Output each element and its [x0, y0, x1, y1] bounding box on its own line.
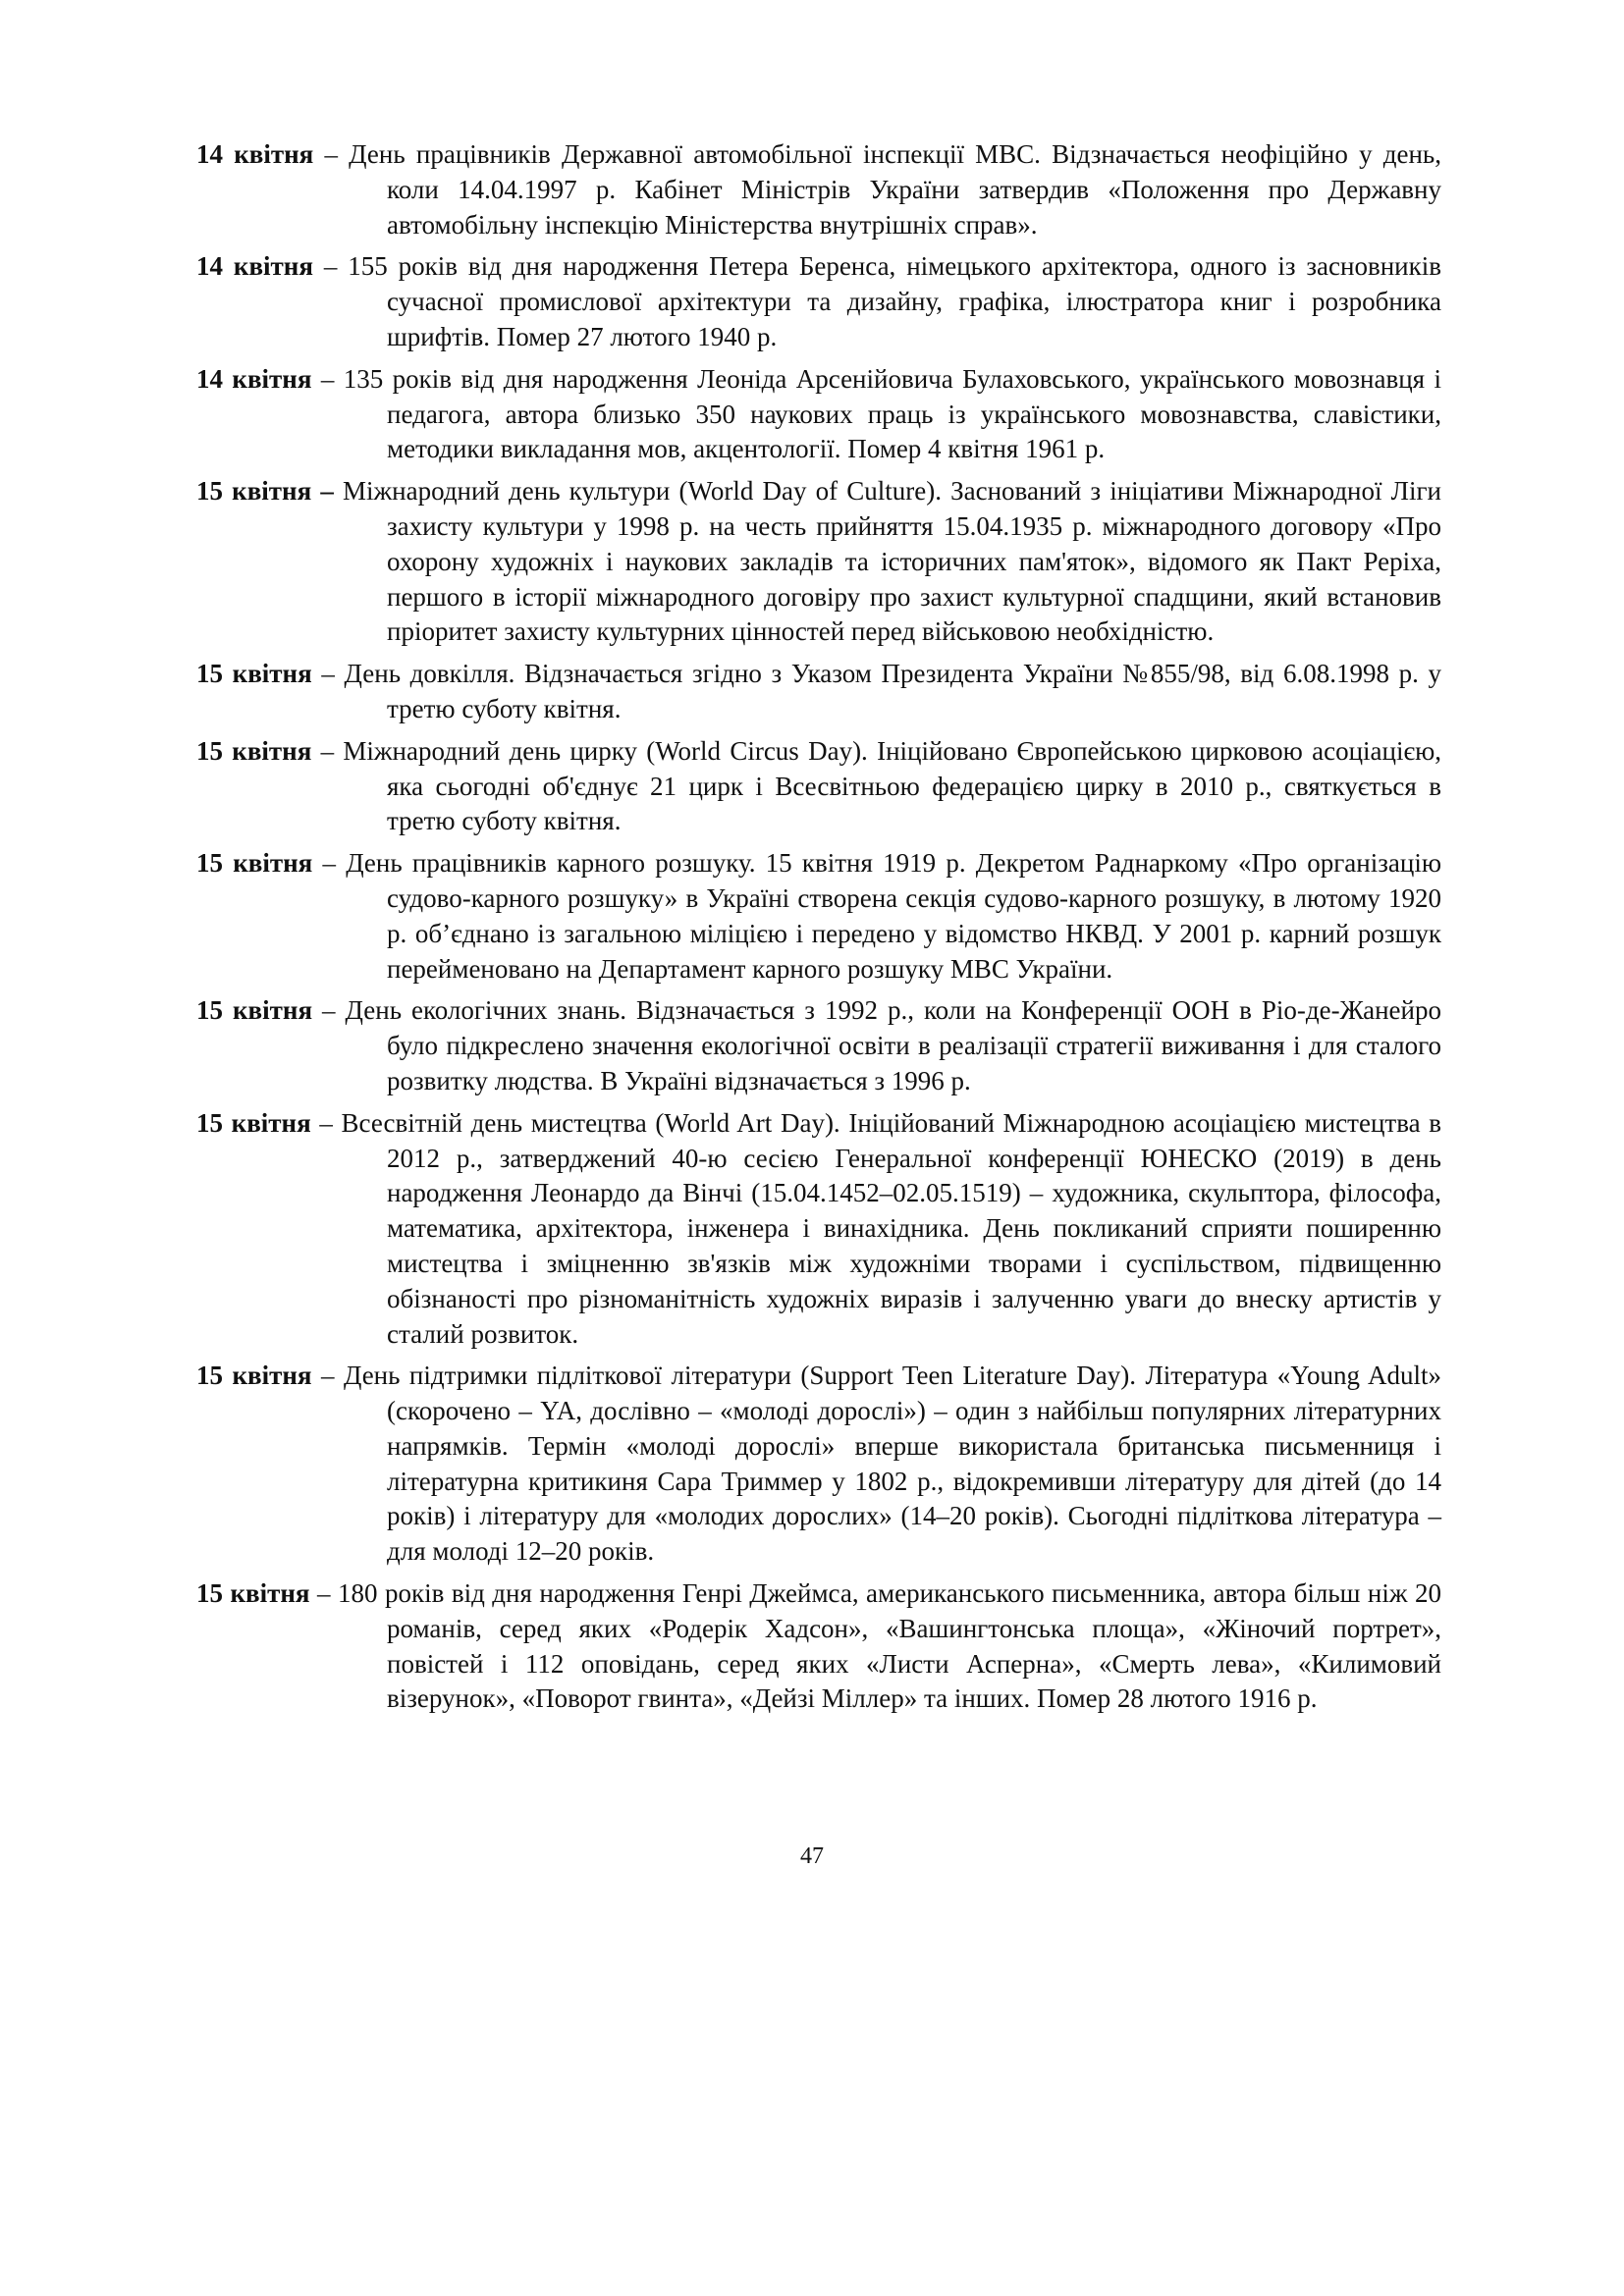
- calendar-entry: [196, 993, 1441, 1098]
- entry-text: – Всесвітній день мистецтва (World Art Day). Ініційований Міжнародною асоціацією мистецтва в 2012 р., затверджений 40-ю сесією Генеральної конференції ЮНЕСКО (2019) в день народження Леонардо да Вінчі (15.04.1452–02.05.1519) – художника, скульптора, філософа, математика, архітектора, інженера і винахідника. День покликаний сприяти поширенню мистецтва і зміцненню зв'язків між художніми творами і суспільством, підвищенню обізнаності про різноманітність художніх виразів і залученню уваги до внеску артистів у сталий розвиток.: [310, 1107, 1441, 1349]
- entry-text: – День довкілля. Відзначається згідно з Указом Президента України №855/98, від 6.08.1998 р. у третю суботу квітня.: [311, 659, 1441, 723]
- entry-date: 15 квітня: [196, 1578, 310, 1609]
- calendar-entry: [196, 474, 1441, 650]
- calendar-entry: [196, 734, 1441, 839]
- entry-date: 15 квітня: [196, 848, 313, 879]
- entry-text: Міжнародний день культури (World Day of Culture). Заснований з ініціативи Міжнародної Ліги захисту культури у 1998 р. на честь прийняття 15.04.1935 р. міжнародного договору «Про охорону художніх і наукових закладів та історичних пам'яток», відомого як Пакт Реріха, першого в історії міжнародного договіру про захист культурної спадщини, який встановив пріоритет захисту культурних цінностей перед військовою необхідністю.: [333, 476, 1441, 647]
- entry-date: 14 квітня: [196, 363, 312, 394]
- calendar-entry: [196, 846, 1441, 987]
- entry-date: 15 квітня: [196, 1361, 312, 1391]
- calendar-entry: [196, 249, 1441, 354]
- entry-text: – День екологічних знань. Відзначається з 1992 р., коли на Конференції ООН в Ріо-де-Жанейро було підкреслено значення екологічної освіти в реалізації стратегії виживання і для сталого розвитку людства. В Україні відзначається з 1996 р.: [312, 995, 1441, 1095]
- calendar-entry: [196, 657, 1441, 727]
- document-page: [196, 137, 1441, 1724]
- calendar-entry: [196, 137, 1441, 242]
- entry-date: 15 квітня –: [196, 476, 334, 507]
- entry-text: – День працівників карного розшуку. 15 квітня 1919 р. Декретом Раднаркому «Про організацію судово-карного розшуку» в Україні створена секція судово-карного розшуку, в лютому 1920 р. об’єднано із загальною міліцією і передено у відомство НКВД. У 2001 р. карний розшук перейменовано на Департамент карного розшуку МВС України.: [312, 848, 1441, 984]
- entry-date: 15 квітня: [196, 659, 312, 689]
- entry-text: – Міжнародний день цирку (World Circus Day). Ініційовано Європейською цирковою асоціацією, яка сьогодні об'єднує 21 цирк і Всесвітньою федерацією цирку в 2010 р., святкується в третю суботу квітня.: [311, 735, 1441, 836]
- entry-date: 14 квітня: [196, 139, 314, 169]
- entry-date: 15 квітня: [196, 735, 312, 766]
- entry-text: – День підтримки підліткової літератури (Support Teen Literature Day). Література «Young Adult» (скорочено – YA, дослівно – «молоді дорослі») – один з найбільш популярних літературних напрямків. Термін «молоді дорослі» вперше використала британська письменниця і літературна критикиня Сара Триммер у 1802 р., відокремивши літературу для дітей (до 14 років) і літературу для «молодих дорослих» (14–20 років). Сьогодні підліткова література – для молоді 12–20 років.: [311, 1361, 1441, 1567]
- entry-text: – 155 років від дня народження Петера Беренса, німецького архітектора, одного із засновників сучасної промислової архітектури та дизайну, графіка, ілюстратора книг і розробника шрифтів. Помер 27 лютого 1940 р.: [312, 251, 1441, 351]
- entry-date: 15 квітня: [196, 1107, 311, 1138]
- calendar-entry: [196, 1106, 1441, 1353]
- entry-text: – 180 років від дня народження Генрі Джеймса, американського письменника, автора більш ніж 20 романів, серед яких «Родерік Хадсон», «Вашингтонська площа», «Жіночий портрет», повістей і 112 оповідань, серед яких «Листи Асперна», «Смерть лева», «Килимовий візерунок», «Поворот гвинта», «Дейзі Міллер» та інших. Помер 28 лютого 1916 р.: [309, 1578, 1441, 1714]
- entry-text: – День працівників Державної автомобільної інспекції МВС. Відзначається неофіційно у день, коли 14.04.1997 р. Кабінет Міністрів України затвердив «Положення про Державну автомобільну інспекцію Міністерства внутрішніх справ».: [313, 139, 1442, 240]
- page-number: 47: [800, 1843, 824, 1869]
- entry-date: 14 квітня: [196, 251, 313, 282]
- entry-date: 15 квітня: [196, 995, 313, 1026]
- calendar-entry: [196, 362, 1441, 467]
- entry-text: – 135 років від дня народження Леоніда Арсенійовича Булаховського, українського мовознавця і педагога, автора близько 350 наукових праць із українського мовознавства, славістики, методики викладання мов, акцентології. Помер 4 квітня 1961 р.: [311, 363, 1441, 464]
- calendar-entry: [196, 1576, 1441, 1717]
- calendar-entry: [196, 1359, 1441, 1570]
